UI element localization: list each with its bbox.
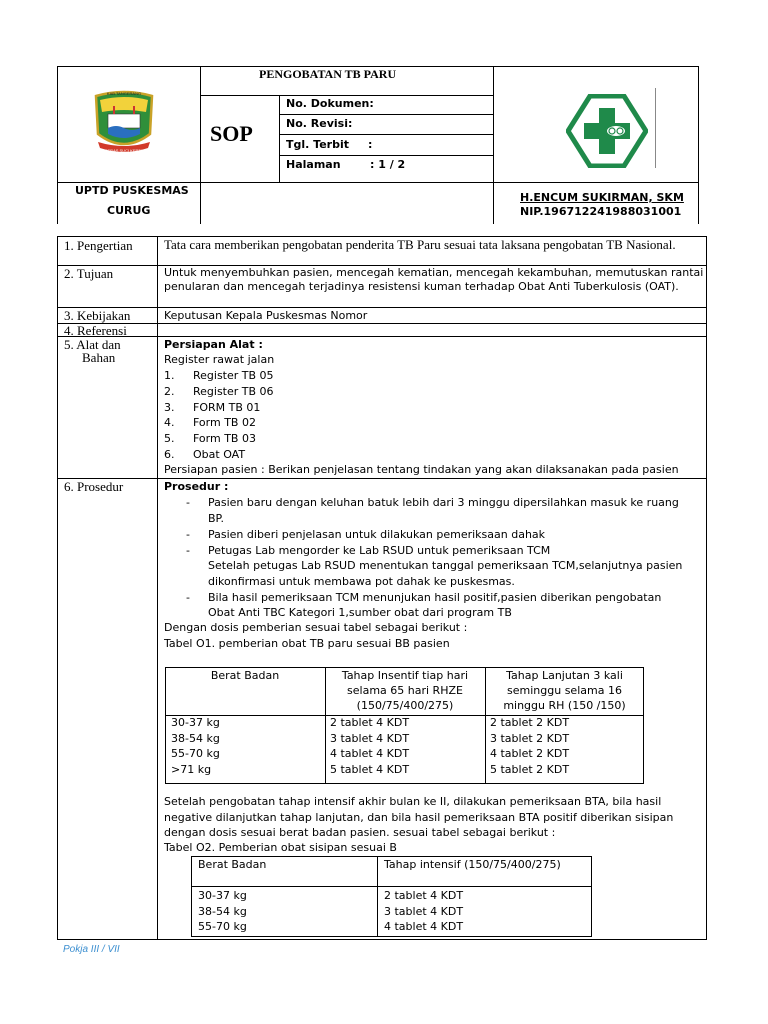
label-bahan: Bahan xyxy=(82,350,116,365)
sop-title: PENGOBATAN TB PARU xyxy=(259,67,397,81)
alat-num: 2. xyxy=(164,385,175,398)
prosedur-step-4-cont: Obat Anti TBC Kategori 1,sumber obat dari program TB xyxy=(208,606,512,619)
t1-bb-cell: >71 kg xyxy=(171,763,212,776)
kebijakan-text: Keputusan Kepala Puskesmas Nomor xyxy=(164,309,368,322)
page-value: : 1 / 2 xyxy=(370,158,406,171)
t2-intensif-cell: 3 tablet 4 KDT xyxy=(384,905,464,918)
alat-item: Register TB 05 xyxy=(193,369,274,382)
alat-num: 6. xyxy=(164,448,175,461)
t1-header-intensif-2: selama 65 hari RHZE xyxy=(347,684,463,697)
t1-header-lanjutan-3: minggu RH (150 /150) xyxy=(503,699,626,712)
t2-bb-cell: 55-70 kg xyxy=(198,920,247,933)
pengertian-text: Tata cara memberikan pengobatan penderita TB Paru sesuai tata laksana pengobatan TB Nasional. xyxy=(164,237,676,252)
alat-item: Obat OAT xyxy=(193,448,246,461)
prosedur-step-4: Bila hasil pemeriksaan TCM menunjukan hasil positif,pasien diberikan pengobatan xyxy=(208,591,662,604)
alat-item: FORM TB 01 xyxy=(193,401,261,414)
t1-intensif-cell: 5 tablet 4 KDT xyxy=(330,763,410,776)
t1-header-bb: Berat Badan xyxy=(210,669,280,682)
bullet-dash: - xyxy=(186,591,190,604)
label-kebijakan: 3. Kebijakan xyxy=(64,308,131,323)
dosis-text: Dengan dosis pemberian sesuai tabel sebagai berikut : xyxy=(164,621,468,634)
prosedur-step-3: Petugas Lab mengorder ke Lab RSUD untuk pemeriksaan TCM xyxy=(208,544,551,557)
t1-bb-cell: 38-54 kg xyxy=(171,732,220,745)
t1-bb-cell: 55-70 kg xyxy=(171,747,220,760)
signer-name: H.ENCUM SUKIRMAN, SKM xyxy=(520,191,684,204)
bullet-dash: - xyxy=(186,544,190,557)
t1-lanjutan-cell: 4 tablet 2 KDT xyxy=(490,747,570,760)
t2-header-intensif: Tahap intensif (150/75/400/275) xyxy=(384,858,561,871)
prosedur-step-2: Pasien diberi penjelasan untuk dilakukan pemeriksaan dahak xyxy=(208,528,546,541)
register-rawat-jalan: Register rawat jalan xyxy=(164,353,275,366)
t1-header-lanjutan-1: Tahap Lanjutan 3 kali xyxy=(506,669,623,682)
tujuan-text: Untuk menyembuhkan pasien, mencegah kematian, mencegah kekambuhan, memutuskan rantai penularan dan mencegah terjadinya resistensi kuman terhadap Obat Anti Tuberkulosis (OAT). xyxy=(164,266,704,293)
org-name-line2: CURUG xyxy=(107,204,151,217)
bullet-dash: - xyxy=(186,528,190,541)
sop-label: SOP xyxy=(210,121,253,146)
t2-intensif-cell: 2 tablet 4 KDT xyxy=(384,889,464,902)
t2-intensif-cell: 4 tablet 4 KDT xyxy=(384,920,464,933)
doc-number-field: No. Dokumen: xyxy=(286,97,374,110)
alat-num: 3. xyxy=(164,401,175,414)
prosedur-step-3-cont: Setelah petugas Lab RSUD menentukan tanggal pemeriksaan TCM,selanjutnya pasien xyxy=(208,559,683,572)
alat-num: 4. xyxy=(164,416,175,429)
t1-header-intensif-3: (150/75/400/275) xyxy=(356,699,454,712)
t2-bb-cell: 38-54 kg xyxy=(198,905,247,918)
prosedur-heading: Prosedur : xyxy=(164,480,229,493)
label-tujuan: 2. Tujuan xyxy=(64,266,114,281)
prosedur-step-3-cont2: dikonfirmasi untuk membawa pot dahak ke puskesmas. xyxy=(208,575,515,588)
alat-item: Register TB 06 xyxy=(193,385,274,398)
logo-bottom-text: BERAS SUCI KERTA xyxy=(104,148,144,153)
t1-header-lanjutan-2: seminggu selama 16 xyxy=(507,684,622,697)
label-alat: 5. Alat dan xyxy=(64,337,121,352)
t1-intensif-cell: 3 tablet 4 KDT xyxy=(330,732,410,745)
t1-bb-cell: 30-37 kg xyxy=(171,716,220,729)
prosedur-step-1-cont: BP. xyxy=(208,512,224,525)
tabel2-caption: Tabel O2. Pemberian obat sisipan sesuai B xyxy=(164,841,397,854)
label-referensi: 4. Referensi xyxy=(64,323,127,338)
after-intensif-3: dengan dosis sesuai berat badan pasien. sesuai tabel sebagai berikut : xyxy=(164,826,556,839)
t1-lanjutan-cell: 3 tablet 2 KDT xyxy=(490,732,570,745)
signer-nip: NIP.196712241988031001 xyxy=(520,205,682,218)
page-field: Halaman xyxy=(286,158,341,171)
footer-pokja: Pokja III / VII xyxy=(63,944,120,955)
t1-lanjutan-cell: 5 tablet 2 KDT xyxy=(490,763,570,776)
prosedur-step-1: Pasien baru dengan keluhan batuk lebih dari 3 minggu dipersilahkan masuk ke ruang xyxy=(208,496,679,509)
tabel1-caption: Tabel O1. pemberian obat TB paru sesuai BB pasien xyxy=(164,637,450,650)
t1-intensif-cell: 4 tablet 4 KDT xyxy=(330,747,410,760)
persiapan-pasien: Persiapan pasien : Berikan penjelasan tentang tindakan yang akan dilaksanakan pada pasien xyxy=(164,463,679,476)
t1-intensif-cell: 2 tablet 4 KDT xyxy=(330,716,410,729)
alat-num: 1. xyxy=(164,369,175,382)
org-name-line1: UPTD PUSKESMAS xyxy=(75,184,189,197)
after-intensif-1: Setelah pengobatan tahap intensif akhir bulan ke II, dilakukan pemeriksaan BTA, bila hasil xyxy=(164,795,662,808)
logo-top-text: KAB.TANGERANG xyxy=(106,91,142,96)
t2-header-bb: Berat Badan xyxy=(198,858,267,871)
alat-num: 5. xyxy=(164,432,175,445)
alat-item: Form TB 02 xyxy=(193,416,256,429)
t2-bb-cell: 30-37 kg xyxy=(198,889,247,902)
district-logo xyxy=(92,90,156,156)
revision-field: No. Revisi: xyxy=(286,117,353,130)
label-pengertian: 1. Pengertian xyxy=(64,238,133,253)
t1-lanjutan-cell: 2 tablet 2 KDT xyxy=(490,716,570,729)
t1-header-intensif-1: Tahap Insentif tiap hari xyxy=(341,669,469,682)
persiapan-alat-heading: Persiapan Alat : xyxy=(164,338,263,351)
issue-date-field: Tgl. Terbit xyxy=(286,138,349,151)
bullet-dash: - xyxy=(186,496,190,509)
puskesmas-logo xyxy=(566,94,648,168)
after-intensif-2: negative dilanjutkan tahap lanjutan, dan bila hasil pemeriksaan BTA positif diberikan sisipan xyxy=(164,811,674,824)
issue-date-colon: : xyxy=(368,138,373,151)
label-prosedur: 6. Prosedur xyxy=(64,479,124,494)
alat-item: Form TB 03 xyxy=(193,432,256,445)
